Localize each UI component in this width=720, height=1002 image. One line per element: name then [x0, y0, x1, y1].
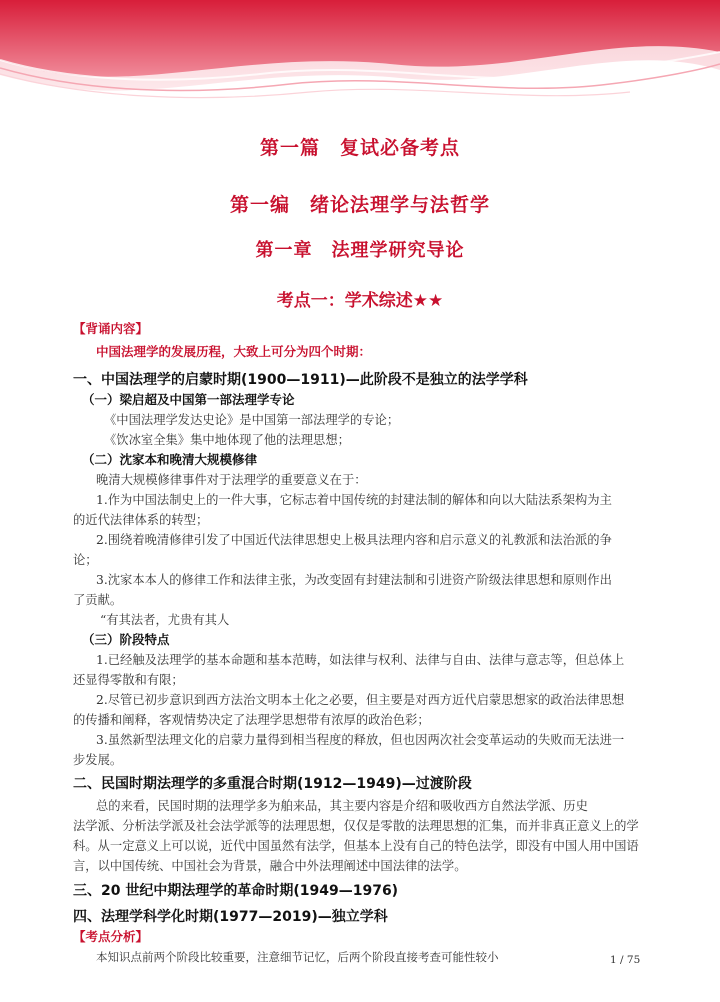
era1-sub2-line: 1.作为中国法制史上的一件大事，它标志着中国传统的封建法制的解体和向以大陆法系架构为主 — [96, 493, 612, 507]
era1-sub3-line: 还显得零散和有限； — [73, 673, 184, 687]
era2-heading: 二、民国时期法理学的多重混合时期(1912—1949)—过渡阶段 — [73, 776, 472, 792]
era3-heading: 三、20 世纪中期法理学的革命时期(1949—1976) — [73, 883, 399, 899]
era1-sub3-line: 1.已经触及法理学的基本命题和基本范畴，如法律与权利、法律与自由、法律与意志等，但总体上 — [96, 653, 625, 667]
section-title: 第一编 绪论法理学与法哲学 — [229, 194, 490, 216]
era1-sub2-line: 的近代法律体系的转型； — [73, 513, 209, 527]
era1-heading: 一、中国法理学的启蒙时期(1900—1911)—此阶段不是独立的法学学科 — [73, 372, 528, 388]
era4-heading: 四、法理学科学化时期(1977—2019)—独立学科 — [73, 909, 388, 925]
recite-label: 【背诵内容】 — [73, 321, 149, 336]
era1-sub2-heading: （二）沈家本和晚清大规模修律 — [82, 452, 258, 467]
intro-text: 中国法理学的发展历程，大致上可分为四个时期： — [96, 344, 372, 359]
analysis-text: 本知识点前两个阶段比较重要，注意细节记忆，后两个阶段直接考查可能性较小 — [96, 950, 499, 964]
era2-line: 总的来看，民国时期的法理学多为舶来品，其主要内容是介绍和吸收西方自然法学派、历史 — [96, 799, 588, 813]
era1-sub2-line: 了贡献。 — [73, 593, 123, 607]
era2-line: 法学派、分析法学派及社会法学派等的法理思想，仅仅是零散的法理思想的汇集，而并非真正意义上的学 — [73, 819, 639, 833]
page-number: 1 / 75 — [610, 954, 641, 966]
part-title: 第一篇 复试必备考点 — [259, 137, 460, 159]
era1-sub2-line: 晚清大规模修律事件对于法理学的重要意义在于： — [96, 473, 367, 487]
era1-sub3-line: 2.尽管已初步意识到西方法治文明本土化之必要，但主要是对西方近代启蒙思想家的政治法律思想 — [96, 693, 625, 707]
era1-sub2-line: 2.围绕着晚清修律引发了中国近代法律思想史上极具法理内容和启示意义的礼教派和法治派的争 — [96, 533, 612, 547]
era1-sub1-line: 《中国法理学发达史论》是中国第一部法理学的专论； — [104, 413, 400, 427]
exam-point-title: 考点一：学术综述★★ — [276, 291, 444, 311]
era2-line: 科。从一定意义上可以说，近代中国虽然有法学，但基本上没有自己的特色法学，即没有中国人用中国语 — [73, 839, 639, 853]
era1-sub2-line: 3.沈家本本人的修律工作和法律主张，为改变固有封建法制和引进资产阶级法律思想和原则作出 — [96, 573, 612, 587]
era1-sub2-quote: “有其法者，尤贵有其人 — [100, 613, 230, 627]
chapter-title: 第一章 法理学研究导论 — [255, 240, 465, 261]
era1-sub3-line: 的传播和阐释，客观情势决定了法理学思想带有浓厚的政治色彩； — [73, 713, 430, 727]
era1-sub3-line: 3.虽然新型法理文化的启蒙力量得到相当程度的释放，但也因两次社会变革运动的失败而无法进一 — [96, 733, 625, 747]
era1-sub2-line: 论； — [73, 553, 98, 567]
era1-sub1-line: 《饮冰室全集》集中地体现了他的法理思想； — [104, 433, 350, 447]
analysis-label: 【考点分析】 — [73, 929, 149, 944]
era1-sub1-heading: （一）梁启超及中国第一部法理学专论 — [82, 392, 295, 407]
era1-sub3-heading: （三）阶段特点 — [82, 632, 170, 647]
era1-sub3-line: 步发展。 — [73, 753, 123, 767]
era2-line: 言，以中国传统、中国社会为背景，融合中外法理阐述中国法律的法学。 — [73, 859, 467, 873]
